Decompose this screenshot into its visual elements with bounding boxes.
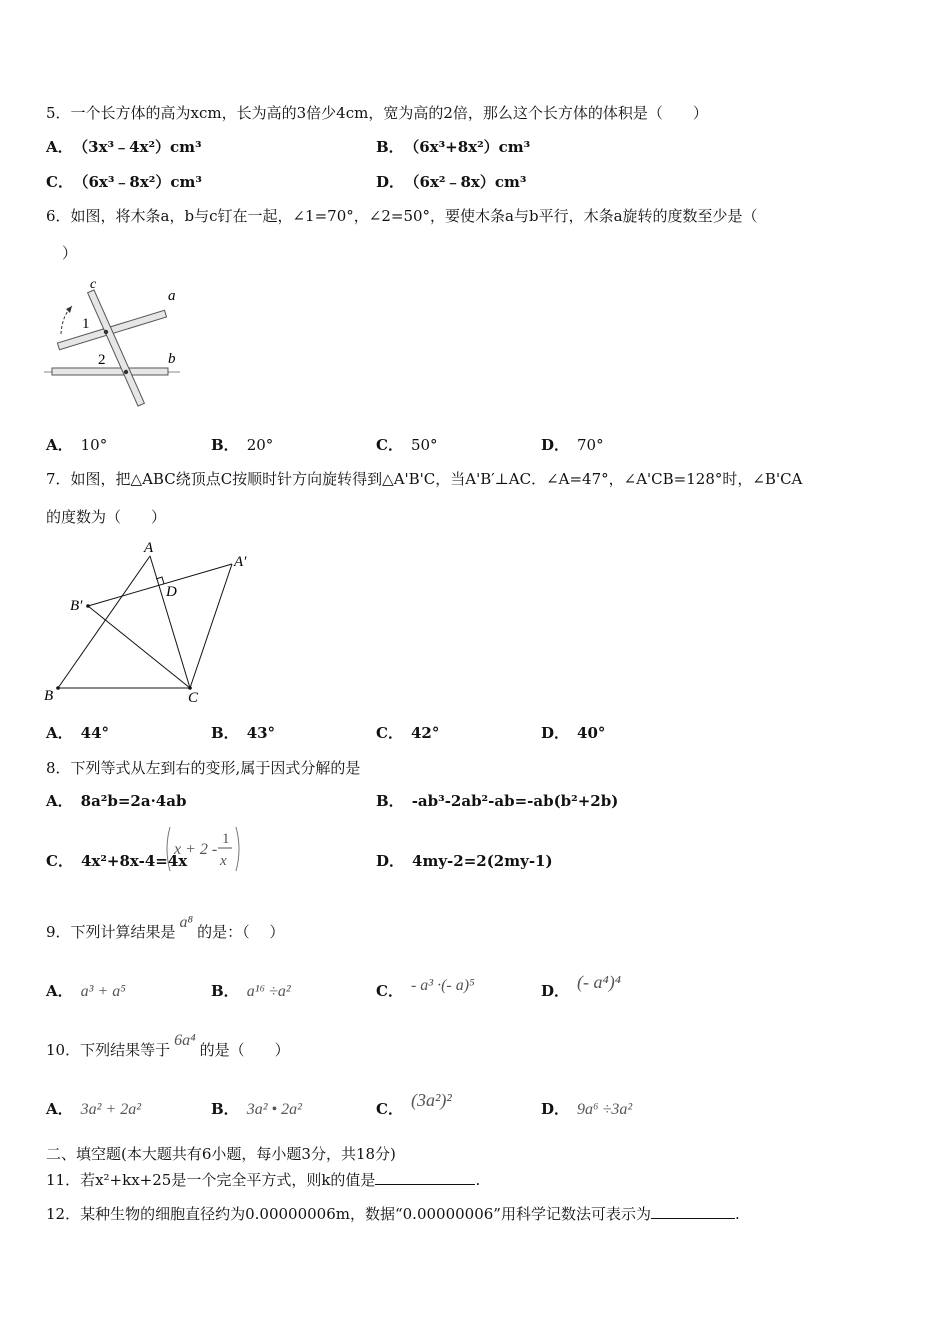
q10-option-d: D． 9a⁶ ÷3a²: [541, 1100, 633, 1118]
q8-option-c-fraction-expr: [162, 824, 244, 874]
q6-figure-wooden-strips: [44, 276, 194, 414]
q7-label-A-prime: A′: [234, 554, 247, 570]
q7-option-d: D． 40°: [541, 724, 606, 742]
q9-option-c: C． - a³ ·(- a)⁵: [376, 977, 475, 1000]
q6-label-a: a: [168, 288, 176, 304]
q8-option-a: A． 8a²b=2a·4ab: [46, 792, 187, 810]
q8-option-c: C． 4x²+8x-4=4x: [46, 852, 188, 870]
q8-option-d: D． 4my-2=2(2my-1): [376, 852, 553, 870]
q6-strip-b: [52, 368, 168, 375]
q11-answer-blank[interactable]: [375, 1172, 475, 1185]
q7-label-A: A: [144, 540, 154, 556]
section2-heading: 二、填空题(本大题共有6小题，每小题3分，共18分): [46, 1145, 396, 1163]
q7-stem-line2: 的度数为（ ）: [46, 508, 167, 526]
q6-option-a: A． 10°: [46, 436, 108, 454]
q6-strip-c-group: [88, 290, 145, 406]
q7-segment-A'C: [190, 564, 232, 688]
q5-stem: 5．一个长方体的高为xcm，长为高的3倍少4cm，宽为高的2倍，那么这个长方体的体积是（ ）: [46, 104, 708, 122]
q7-segment-A'B': [88, 564, 232, 606]
q7-figure-rotated-triangles: [40, 536, 270, 706]
q8-stem: 8．下列等式从左到右的变形,属于因式分解的是: [46, 759, 361, 777]
q6-label-angle2: 2: [98, 352, 106, 368]
q10-option-a: A． 3a² + 2a²: [46, 1100, 142, 1118]
q10-stem-expr: 6a⁴: [174, 1032, 196, 1049]
q6-stem-line1: 6．如图，将木条a，b与c钉在一起，∠1=70°，∠2=50°，要使木条a与b平行，木条a旋转的度数至少是（: [46, 207, 758, 225]
q6-nail-2: [124, 370, 128, 374]
q7-point-B': [86, 604, 90, 608]
q9-stem: 9．下列计算结果是a⁸的是：（ ）: [46, 914, 285, 941]
q5-option-b: B． （6x³+8x²）cm³: [376, 138, 531, 156]
q7-label-D: D: [166, 584, 177, 600]
q11-stem: 11．若x²+kx+25是一个完全平方式，则k的值是 .: [46, 1171, 481, 1189]
q9-stem-expr: a⁸: [179, 914, 194, 931]
q6-option-c: C． 50°: [376, 436, 438, 454]
q7-stem-line1: 7．如图，把△ABC绕顶点C按顺时针方向旋转得到△A'B'C，当A'B′⊥AC．∠A=47°，∠A'CB=128°时，∠B'CA: [46, 470, 803, 488]
q6-option-b: B． 20°: [211, 436, 274, 454]
q6-stem-line2: ）: [62, 244, 78, 262]
q10-option-c: C． (3a²)²: [376, 1090, 452, 1118]
q12-answer-blank[interactable]: [651, 1206, 735, 1219]
q6-option-d: D． 70°: [541, 436, 604, 454]
q10-stem: 10．下列结果等于6a⁴的是（ ）: [46, 1032, 290, 1059]
q8-frac-den: x: [220, 853, 227, 869]
q9-option-b: B． a¹⁶ ÷a²: [211, 982, 291, 1000]
q6-strip-c: [88, 290, 145, 406]
q12-stem: 12．某种生物的细胞直径约为0.00000006m，数据“0.00000006”用科学记数法可表示为 .: [46, 1205, 740, 1223]
q6-label-c: c: [90, 277, 97, 292]
q7-label-B-prime: B′: [70, 598, 83, 614]
q7-segment-AC: [150, 556, 190, 688]
q6-label-angle1: 1: [82, 316, 90, 332]
q9-option-d: D． (- a⁴)⁴: [541, 972, 622, 1000]
q7-point-B: [56, 686, 60, 690]
q7-label-B: B: [44, 688, 54, 704]
q5-option-d: D． （6x²﹣8x）cm³: [376, 173, 527, 191]
q10-option-b: B． 3a² • 2a²: [211, 1100, 302, 1118]
q7-option-b: B． 43°: [211, 724, 276, 742]
q8-frac-pre: x + 2 -: [174, 841, 218, 858]
q5-option-c: C． （6x³﹣8x²）cm³: [46, 173, 202, 191]
q7-segment-AB: [58, 556, 150, 688]
q7-option-a: A． 44°: [46, 724, 110, 742]
q7-segment-B'C: [88, 606, 190, 688]
q6-nail-1: [104, 330, 108, 334]
q7-option-c: C． 42°: [376, 724, 440, 742]
q8-option-b: B． -ab³-2ab²-ab=-ab(b²+2b): [376, 792, 619, 810]
q7-label-C: C: [188, 690, 199, 706]
q5-option-a: A． （3x³﹣4x²）cm³: [46, 138, 202, 156]
q9-option-a: A． a³ + a⁵: [46, 982, 126, 1000]
q6-label-b: b: [168, 351, 176, 367]
q8-frac-num: 1: [222, 831, 230, 847]
